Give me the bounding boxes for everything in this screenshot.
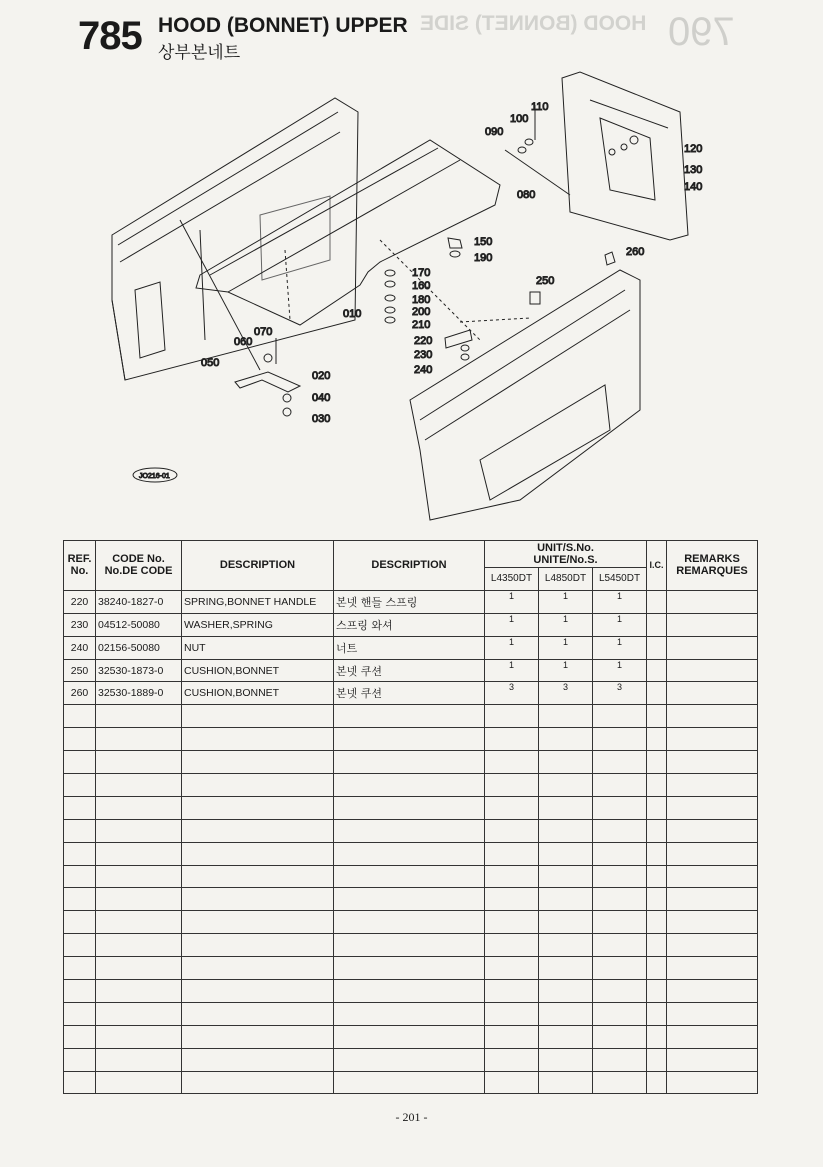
cell-q3 — [593, 911, 647, 934]
table-row — [64, 774, 758, 797]
cell-q1 — [485, 796, 539, 819]
cell-q3 — [593, 705, 647, 728]
cell-desc — [182, 957, 334, 980]
cell-q3: 1 — [593, 659, 647, 682]
callout-190: 190 — [474, 252, 493, 264]
cell-desc_ko — [334, 819, 485, 842]
cell-desc_ko — [334, 774, 485, 797]
cell-desc — [182, 888, 334, 911]
table-header-row — [64, 541, 758, 568]
parts-table — [63, 540, 758, 1094]
header-model-2: L4850DT — [539, 568, 593, 591]
cell-ic — [647, 980, 667, 1003]
cell-desc — [182, 1025, 334, 1048]
cell-code: 38240-1827-0 — [96, 590, 182, 613]
callout-230: 230 — [414, 349, 433, 361]
cell-q2 — [539, 911, 593, 934]
cell-q2 — [539, 751, 593, 774]
cell-desc_ko: 본넷 쿠션 — [334, 682, 485, 705]
cell-code — [96, 774, 182, 797]
callout-070: 070 — [254, 326, 273, 338]
cell-q2 — [539, 819, 593, 842]
cell-q1 — [485, 911, 539, 934]
cell-remarks — [667, 980, 758, 1003]
cell-code — [96, 1002, 182, 1025]
cell-q3 — [593, 842, 647, 865]
header-unit: UNIT/S.No. UNITE/No.S. — [485, 541, 647, 568]
cell-desc_ko: 너트 — [334, 636, 485, 659]
cell-q3 — [593, 1002, 647, 1025]
cell-desc_ko — [334, 888, 485, 911]
cell-desc_ko: 본넷 쿠션 — [334, 659, 485, 682]
cell-ic — [647, 728, 667, 751]
callout-120: 120 — [684, 143, 703, 155]
cell-remarks — [667, 1048, 758, 1071]
table-row — [64, 613, 758, 636]
cell-q1 — [485, 1002, 539, 1025]
cell-remarks — [667, 819, 758, 842]
cell-q2: 3 — [539, 682, 593, 705]
cell-q2 — [539, 934, 593, 957]
cell-q2 — [539, 1048, 593, 1071]
cell-q1 — [485, 934, 539, 957]
cell-desc — [182, 751, 334, 774]
cell-code — [96, 934, 182, 957]
cell-q1 — [485, 888, 539, 911]
cell-q3 — [593, 819, 647, 842]
cell-desc_ko — [334, 728, 485, 751]
cell-desc — [182, 1048, 334, 1071]
cell-desc_ko — [334, 1002, 485, 1025]
cell-ref — [64, 1002, 96, 1025]
cell-ref — [64, 1071, 96, 1094]
callout-090: 090 — [485, 126, 504, 138]
table-row — [64, 980, 758, 1003]
cell-q2 — [539, 888, 593, 911]
callout-240: 240 — [414, 364, 433, 376]
cell-ref — [64, 911, 96, 934]
cell-desc_ko — [334, 796, 485, 819]
cell-ref — [64, 751, 96, 774]
callout-040: 040 — [312, 392, 331, 404]
ghost-bleed-title: HOOD (BONNET) SIDE — [420, 12, 647, 35]
cell-ref — [64, 796, 96, 819]
cell-code — [96, 705, 182, 728]
cell-remarks — [667, 728, 758, 751]
cell-desc — [182, 1071, 334, 1094]
cell-q1 — [485, 774, 539, 797]
cell-ic — [647, 957, 667, 980]
cell-q1: 1 — [485, 590, 539, 613]
cell-ic — [647, 659, 667, 682]
header-ref: REF. No. — [64, 541, 96, 591]
cell-q2 — [539, 1002, 593, 1025]
cell-q3 — [593, 980, 647, 1003]
cell-ic — [647, 819, 667, 842]
cell-q2: 1 — [539, 659, 593, 682]
table-row — [64, 636, 758, 659]
right-hood-side-panel — [410, 270, 640, 520]
cell-code — [96, 957, 182, 980]
cell-code: 02156-50080 — [96, 636, 182, 659]
cell-q1 — [485, 1025, 539, 1048]
cell-remarks — [667, 636, 758, 659]
table-row — [64, 865, 758, 888]
cell-remarks — [667, 1071, 758, 1094]
page-number: - 201 - — [395, 1110, 428, 1124]
callout-130: 130 — [684, 164, 703, 176]
cell-q1 — [485, 819, 539, 842]
cell-q1 — [485, 865, 539, 888]
cell-q1 — [485, 728, 539, 751]
table-row — [64, 1048, 758, 1071]
cell-ic — [647, 796, 667, 819]
page-title: HOOD (BONNET) UPPER — [158, 14, 408, 37]
cell-q2 — [539, 728, 593, 751]
cell-q2 — [539, 774, 593, 797]
cell-ic — [647, 636, 667, 659]
header-description-ko: DESCRIPTION — [334, 541, 485, 591]
cell-desc_ko — [334, 1025, 485, 1048]
cell-code — [96, 1071, 182, 1094]
cell-ref — [64, 865, 96, 888]
cell-q1: 1 — [485, 659, 539, 682]
cell-desc_ko: 본넷 핸들 스프링 — [334, 590, 485, 613]
cell-ic — [647, 911, 667, 934]
cell-desc — [182, 774, 334, 797]
table-row — [64, 1002, 758, 1025]
cell-ic — [647, 865, 667, 888]
cell-q2 — [539, 796, 593, 819]
header-remarks: REMARKS REMARQUES — [667, 541, 758, 591]
cell-q2 — [539, 980, 593, 1003]
cell-remarks — [667, 865, 758, 888]
cell-q1 — [485, 957, 539, 980]
cell-code: 32530-1873-0 — [96, 659, 182, 682]
cell-desc_ko — [334, 842, 485, 865]
cell-desc: SPRING,BONNET HANDLE — [182, 590, 334, 613]
table-row — [64, 796, 758, 819]
cell-ref — [64, 705, 96, 728]
cell-ref: 240 — [64, 636, 96, 659]
cell-q1 — [485, 751, 539, 774]
callout-010: 010 — [343, 308, 362, 320]
table-row — [64, 911, 758, 934]
cell-desc_ko — [334, 934, 485, 957]
table-row — [64, 819, 758, 842]
cell-code: 04512-50080 — [96, 613, 182, 636]
cell-ref — [64, 1025, 96, 1048]
cell-remarks — [667, 796, 758, 819]
cell-q1 — [485, 980, 539, 1003]
cell-q1: 1 — [485, 613, 539, 636]
cell-remarks — [667, 888, 758, 911]
cell-q1 — [485, 1048, 539, 1071]
cell-desc — [182, 728, 334, 751]
callout-110: 110 — [531, 101, 549, 113]
cell-desc — [182, 705, 334, 728]
callout-200: 200 — [412, 306, 431, 318]
cell-ref — [64, 980, 96, 1003]
cell-q2 — [539, 842, 593, 865]
cell-remarks — [667, 1025, 758, 1048]
cell-ic — [647, 613, 667, 636]
cell-desc — [182, 1002, 334, 1025]
cell-remarks — [667, 659, 758, 682]
callout-220: 220 — [414, 335, 433, 347]
cell-ic — [647, 705, 667, 728]
cell-remarks — [667, 682, 758, 705]
callout-030: 030 — [312, 413, 331, 425]
rear-bonnet-panel — [562, 72, 688, 240]
cell-ref: 260 — [64, 682, 96, 705]
cell-remarks — [667, 590, 758, 613]
cell-desc_ko — [334, 1071, 485, 1094]
cell-remarks — [667, 842, 758, 865]
cell-desc — [182, 819, 334, 842]
cell-ic — [647, 1025, 667, 1048]
cell-q3 — [593, 1048, 647, 1071]
table-row — [64, 728, 758, 751]
cell-q3 — [593, 1071, 647, 1094]
header-ic: I.C. — [647, 541, 667, 591]
table-row — [64, 682, 758, 705]
cell-q2 — [539, 1025, 593, 1048]
cell-remarks — [667, 705, 758, 728]
callout-050: 050 — [201, 357, 220, 369]
hood-upper-plate-010 — [196, 140, 500, 325]
cell-q1 — [485, 842, 539, 865]
table-row — [64, 842, 758, 865]
cell-q3 — [593, 865, 647, 888]
cell-ref: 220 — [64, 590, 96, 613]
callout-100: 100 — [510, 113, 529, 125]
page-subtitle-korean: 상부본네트 — [158, 43, 241, 63]
table-row — [64, 957, 758, 980]
cell-desc — [182, 865, 334, 888]
cell-remarks — [667, 613, 758, 636]
cell-q2 — [539, 865, 593, 888]
cell-ref — [64, 728, 96, 751]
drawing-code: JO216-01 — [139, 473, 170, 480]
cell-ic — [647, 590, 667, 613]
cell-remarks — [667, 911, 758, 934]
header-model-3: L5450DT — [593, 568, 647, 591]
exploded-parts-diagram — [0, 0, 823, 530]
ghost-bleed-code: 790 — [668, 10, 735, 54]
cell-code — [96, 1025, 182, 1048]
cell-code — [96, 911, 182, 934]
header-model-1: L4350DT — [485, 568, 539, 591]
cell-ref: 230 — [64, 613, 96, 636]
cell-code — [96, 819, 182, 842]
cell-ic — [647, 1071, 667, 1094]
cell-code — [96, 842, 182, 865]
cell-desc — [182, 842, 334, 865]
cell-desc_ko — [334, 1048, 485, 1071]
cell-code — [96, 865, 182, 888]
table-row — [64, 888, 758, 911]
cell-ref — [64, 842, 96, 865]
cell-remarks — [667, 774, 758, 797]
cell-q2: 1 — [539, 590, 593, 613]
cell-desc_ko — [334, 911, 485, 934]
cell-code — [96, 888, 182, 911]
cell-desc: CUSHION,BONNET — [182, 659, 334, 682]
cell-q3 — [593, 1025, 647, 1048]
cell-desc: NUT — [182, 636, 334, 659]
cell-ic — [647, 774, 667, 797]
callout-250: 250 — [536, 275, 555, 287]
page-code: 785 — [78, 14, 142, 58]
cell-ic — [647, 682, 667, 705]
callout-170: 170 — [412, 267, 431, 279]
cell-desc_ko — [334, 957, 485, 980]
header-code: CODE No. No.DE CODE — [96, 541, 182, 591]
cell-desc: CUSHION,BONNET — [182, 682, 334, 705]
cell-ref: 250 — [64, 659, 96, 682]
callout-260: 260 — [626, 246, 645, 258]
callout-150: 150 — [474, 236, 493, 248]
cell-desc_ko: 스프링 와셔 — [334, 613, 485, 636]
cell-q3 — [593, 888, 647, 911]
cell-q3 — [593, 751, 647, 774]
cell-desc_ko — [334, 980, 485, 1003]
cell-desc: WASHER,SPRING — [182, 613, 334, 636]
callout-160: 160 — [412, 280, 431, 292]
cell-q1 — [485, 705, 539, 728]
cell-ref — [64, 888, 96, 911]
cell-q1: 1 — [485, 636, 539, 659]
cell-q3 — [593, 957, 647, 980]
cell-ic — [647, 1048, 667, 1071]
cell-ic — [647, 751, 667, 774]
cell-code — [96, 728, 182, 751]
cell-desc_ko — [334, 865, 485, 888]
cell-q2 — [539, 705, 593, 728]
cell-desc_ko — [334, 751, 485, 774]
cell-q1 — [485, 1071, 539, 1094]
table-row — [64, 934, 758, 957]
table-row — [64, 705, 758, 728]
cell-remarks — [667, 1002, 758, 1025]
cell-q2 — [539, 1071, 593, 1094]
cell-q3 — [593, 774, 647, 797]
cell-ic — [647, 888, 667, 911]
cell-desc_ko — [334, 705, 485, 728]
cell-code — [96, 796, 182, 819]
cell-ic — [647, 934, 667, 957]
cell-q1: 3 — [485, 682, 539, 705]
cell-ref — [64, 1048, 96, 1071]
cell-code — [96, 980, 182, 1003]
cell-q2: 1 — [539, 613, 593, 636]
callout-140: 140 — [684, 181, 703, 193]
callout-080: 080 — [517, 189, 536, 201]
cell-q3: 1 — [593, 636, 647, 659]
table-body — [64, 590, 758, 1094]
cell-q3 — [593, 934, 647, 957]
cell-q2: 1 — [539, 636, 593, 659]
drawing-code-badge — [133, 468, 177, 482]
header-description-en: DESCRIPTION — [182, 541, 334, 591]
hinge-assembly — [180, 220, 300, 416]
cell-desc — [182, 911, 334, 934]
cell-q3 — [593, 728, 647, 751]
cell-desc — [182, 934, 334, 957]
table-row — [64, 659, 758, 682]
table-row — [64, 590, 758, 613]
table-row — [64, 751, 758, 774]
cell-q2 — [539, 957, 593, 980]
table-row — [64, 1025, 758, 1048]
cell-remarks — [667, 957, 758, 980]
cell-desc — [182, 980, 334, 1003]
cell-q3: 1 — [593, 590, 647, 613]
cell-q3 — [593, 796, 647, 819]
cell-q3: 1 — [593, 613, 647, 636]
cell-remarks — [667, 934, 758, 957]
cell-ref — [64, 819, 96, 842]
cell-remarks — [667, 751, 758, 774]
callout-060: 060 — [234, 336, 253, 348]
table-row — [64, 1071, 758, 1094]
cell-ic — [647, 842, 667, 865]
cell-code: 32530-1889-0 — [96, 682, 182, 705]
cell-code — [96, 751, 182, 774]
cell-ref — [64, 934, 96, 957]
cell-ref — [64, 774, 96, 797]
cell-ic — [647, 1002, 667, 1025]
cell-ref — [64, 957, 96, 980]
callout-020: 020 — [312, 370, 331, 382]
callout-180: 180 — [412, 294, 431, 306]
cell-q3: 3 — [593, 682, 647, 705]
cell-code — [96, 1048, 182, 1071]
cell-desc — [182, 796, 334, 819]
callout-210: 210 — [412, 319, 431, 331]
